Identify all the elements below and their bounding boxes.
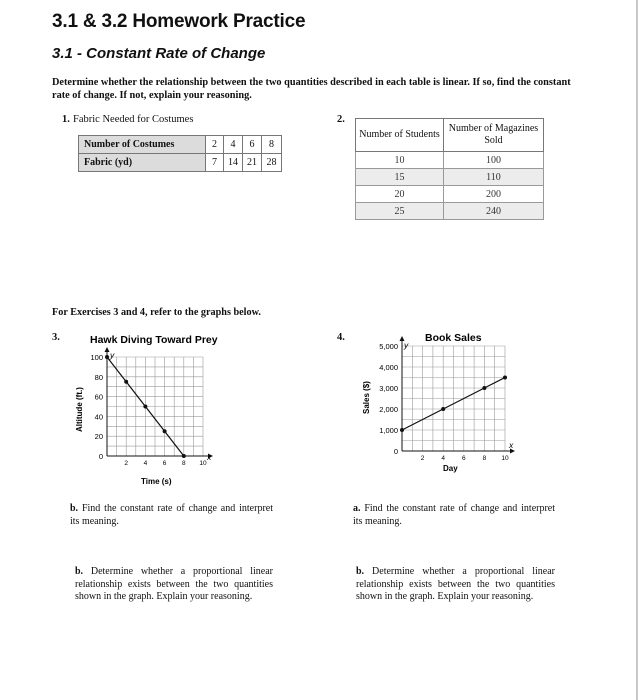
chart-title: Book Sales xyxy=(425,332,482,344)
question-3b xyxy=(70,503,273,528)
y-tick-label: 60 xyxy=(94,392,103,402)
question-text: Find the constant rate of change and interpret its meaning. xyxy=(353,503,556,527)
x-tick-label: 2 xyxy=(420,455,425,462)
x-tick-label: 2 xyxy=(124,460,129,467)
table-cell: 21 xyxy=(243,154,262,172)
magazine-table xyxy=(355,118,544,220)
data-point xyxy=(482,386,486,390)
column-header: Number of Magazines Sold xyxy=(444,119,544,152)
x-tick-label: 6 xyxy=(461,455,466,462)
table-cell: 10 xyxy=(356,152,444,169)
x-axis-label: Time (s) xyxy=(141,477,172,486)
instructions: Determine whether the relationship between the two quantities described in each table is linear. If so, find the constant rate of change. If not, explain your reasoning. xyxy=(52,77,571,101)
y-tick-label: 5,000 xyxy=(379,342,398,351)
y-axis-label: Altitude (ft.) xyxy=(75,387,84,432)
x-var-label: x xyxy=(207,452,212,462)
row-label: Fabric (yd) xyxy=(79,154,206,172)
y-axis-label: Sales ($) xyxy=(362,381,371,414)
data-point xyxy=(441,407,445,411)
question-label: a. xyxy=(353,503,361,514)
table-cell: 15 xyxy=(356,169,444,186)
data-point xyxy=(105,355,109,359)
x-tick-label: 4 xyxy=(143,460,148,467)
table-cell: 240 xyxy=(444,203,544,220)
x-tick-label: 4 xyxy=(441,455,446,462)
data-point xyxy=(124,380,128,384)
table-cell: 14 xyxy=(224,154,243,172)
table-cell: 200 xyxy=(444,186,544,203)
question-text: Determine whether a proportional linear relationship exists between the two quantities shown in the graph. Explain your reasoning. xyxy=(356,566,556,602)
column-header: Number of Students xyxy=(356,119,444,152)
table-row xyxy=(356,186,544,203)
chart-title: Hawk Diving Toward Prey xyxy=(90,334,218,346)
question-label: b. xyxy=(75,566,84,577)
x-tick-label: 10 xyxy=(501,455,509,462)
table-cell: 110 xyxy=(444,169,544,186)
data-point xyxy=(182,454,186,458)
book-sales-chart xyxy=(345,326,545,486)
chart-axes xyxy=(105,347,214,459)
x-var-label: x xyxy=(509,440,514,450)
chart-tick-labels xyxy=(379,342,509,462)
data-point xyxy=(163,429,167,433)
costume-table xyxy=(78,135,282,172)
table-cell: 4 xyxy=(224,136,243,154)
data-point xyxy=(400,428,404,432)
table-cell: 20 xyxy=(356,186,444,203)
y-tick-label: 0 xyxy=(98,452,103,461)
question-label: b. xyxy=(70,503,79,514)
table-row xyxy=(356,203,544,220)
table-row xyxy=(79,154,282,172)
section-subtitle: 3.1 - Constant Rate of Change xyxy=(52,45,266,62)
exercise-4-number: 4. xyxy=(337,332,345,343)
chart-axes xyxy=(400,336,516,454)
table-cell: 7 xyxy=(206,154,224,172)
page-title: 3.1 & 3.2 Homework Practice xyxy=(52,11,306,32)
table-cell: 25 xyxy=(356,203,444,220)
exercise-1-title: Fabric Needed for Costumes xyxy=(73,114,194,125)
x-axis-label: Day xyxy=(443,464,458,473)
y-tick-label: 80 xyxy=(94,372,103,382)
chart-grid xyxy=(402,346,505,451)
x-tick-label: 10 xyxy=(199,460,207,467)
question-4b xyxy=(356,566,555,604)
y-tick-label: 20 xyxy=(94,432,103,442)
table-cell: 6 xyxy=(243,136,262,154)
table-row xyxy=(356,152,544,169)
table-row xyxy=(356,169,544,186)
y-tick-label: 3,000 xyxy=(379,384,398,393)
y-tick-label: 1,000 xyxy=(379,426,398,435)
table-header-row xyxy=(356,119,544,152)
y-tick-label: 2,000 xyxy=(379,405,398,414)
chart-grid xyxy=(107,357,203,456)
question-text: Determine whether a proportional linear relationship exists between the two quantities shown in the graph. Explain your reasoning. xyxy=(75,566,274,602)
y-tick-label: 100 xyxy=(90,353,103,362)
refer-text: For Exercises 3 and 4, refer to the graphs below. xyxy=(52,307,261,318)
row-label: Number of Costumes xyxy=(79,136,206,154)
data-point xyxy=(143,405,147,409)
data-point xyxy=(503,376,507,380)
table-cell: 8 xyxy=(262,136,282,154)
x-tick-label: 8 xyxy=(482,455,487,462)
y-tick-label: 40 xyxy=(94,412,103,422)
y-var-label: y xyxy=(404,340,409,350)
hawk-chart xyxy=(60,326,320,491)
y-tick-label: 4,000 xyxy=(379,363,398,372)
exercise-2-number: 2. xyxy=(337,114,345,125)
y-axis-arrow xyxy=(105,347,110,352)
y-tick-label: 0 xyxy=(393,447,398,456)
y-var-label: y xyxy=(110,350,115,360)
table-row xyxy=(79,136,282,154)
table-cell: 100 xyxy=(444,152,544,169)
exercise-1-number: 1. xyxy=(62,114,70,125)
table-cell: 2 xyxy=(206,136,224,154)
question-3b-proportional xyxy=(75,566,273,604)
x-tick-label: 6 xyxy=(162,460,167,467)
x-tick-label: 8 xyxy=(181,460,186,467)
question-text: Find the constant rate of change and interpret its meaning. xyxy=(70,503,273,527)
question-4a xyxy=(353,503,555,528)
table-cell: 28 xyxy=(262,154,282,172)
exercise-3-number: 3. xyxy=(52,332,60,343)
question-label: b. xyxy=(356,566,365,577)
